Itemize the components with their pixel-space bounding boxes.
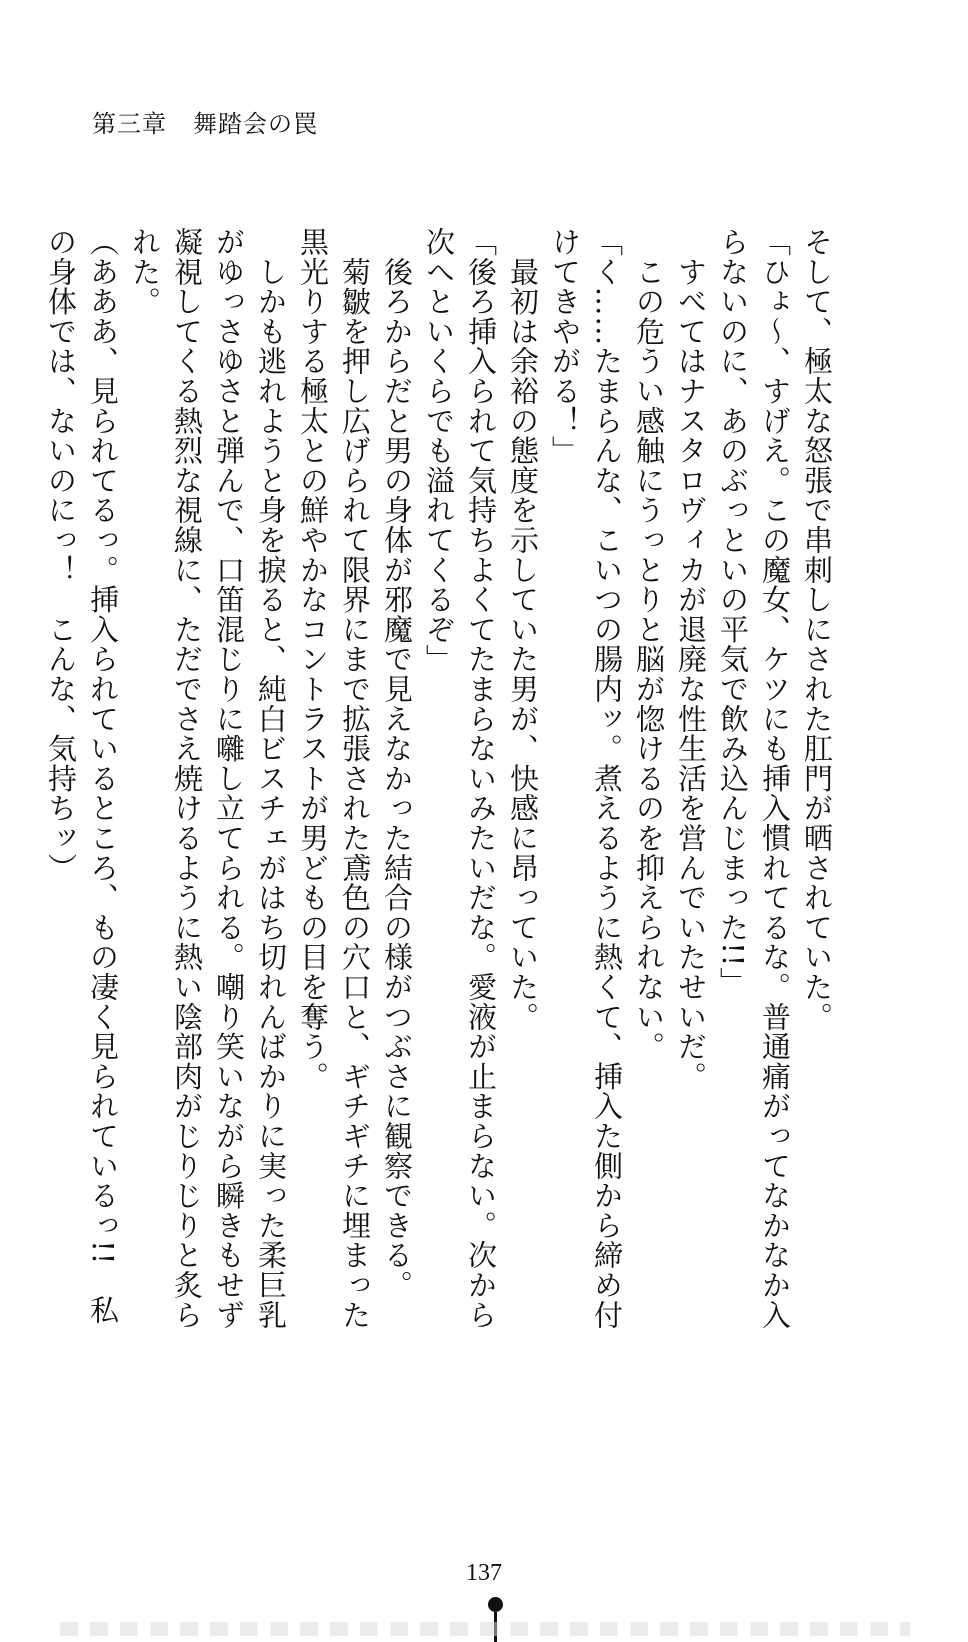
chapter-label: 第三章 — [92, 110, 167, 138]
paragraph: 「後ろ挿入られて気持ちよくてたまらないみたいだな。愛液が止まらない。次から次へといくらでも溢れてくるぞ」 — [422, 227, 498, 1330]
running-head — [92, 104, 318, 139]
paragraph: この危うい感触にうっとりと脳が惚けるのを抑えられない。 — [632, 227, 666, 1062]
paragraph: すべてはナスタロヴィカが退廃な性生活を営んでいたせいだ。 — [674, 227, 708, 1092]
paragraph: （あああ、見られてるっ。挿入られているところ、もの凄く見られているっ!! 私の身体では、ないのにっ！ こんな、気持ちッ） — [44, 227, 120, 1325]
paragraph: 「ひょ～、すげえ。この魔女、ケツにも挿入慣れてるな。普通痛がってなかなか入らないのに、あのぶっといの平気で飲み込んじまった!!」 — [716, 227, 792, 1330]
paragraph: しかも逃れようと身を捩ると、純白ビスチェがはち切れんばかりに実った柔巨乳がゆっさゆさと弾んで、口笛混じりに囃し立てられる。嘲り笑いながら瞬きもせず凝視してくる熱烈な視線に、ただでさえ焼けるように熱い陰部肉がじりじりと炙られた。 — [128, 227, 288, 1330]
bleed-through-text — [60, 1622, 910, 1636]
paragraph: 最初は余裕の態度を示していた男が、快感に昂っていた。 — [506, 227, 540, 1032]
paragraph: 後ろからだと男の身体が邪魔で見えなかった結合の様がつぶさに観察できる。 — [380, 227, 414, 1300]
vertical-body-text — [44, 227, 838, 1352]
page-number: 137 — [466, 1560, 502, 1586]
paragraph: そして、極太な怒張で串刺しにされた肛門が晒されていた。 — [800, 227, 834, 1032]
paragraph: 菊皺を押し広げられて限界にまで拡張された鳶色の穴口と、ギチギチに埋まった黒光りする極太との鮮やかなコントラストが男どもの目を奪う。 — [296, 227, 372, 1330]
paragraph: 「く……たまらんな、こいつの腸内ッ。煮えるように熱くて、挿入た側から締め付けてきやがる！」 — [548, 227, 624, 1330]
chapter-title: 舞踏会の罠 — [193, 110, 318, 138]
page-marker-dot — [488, 1597, 503, 1612]
